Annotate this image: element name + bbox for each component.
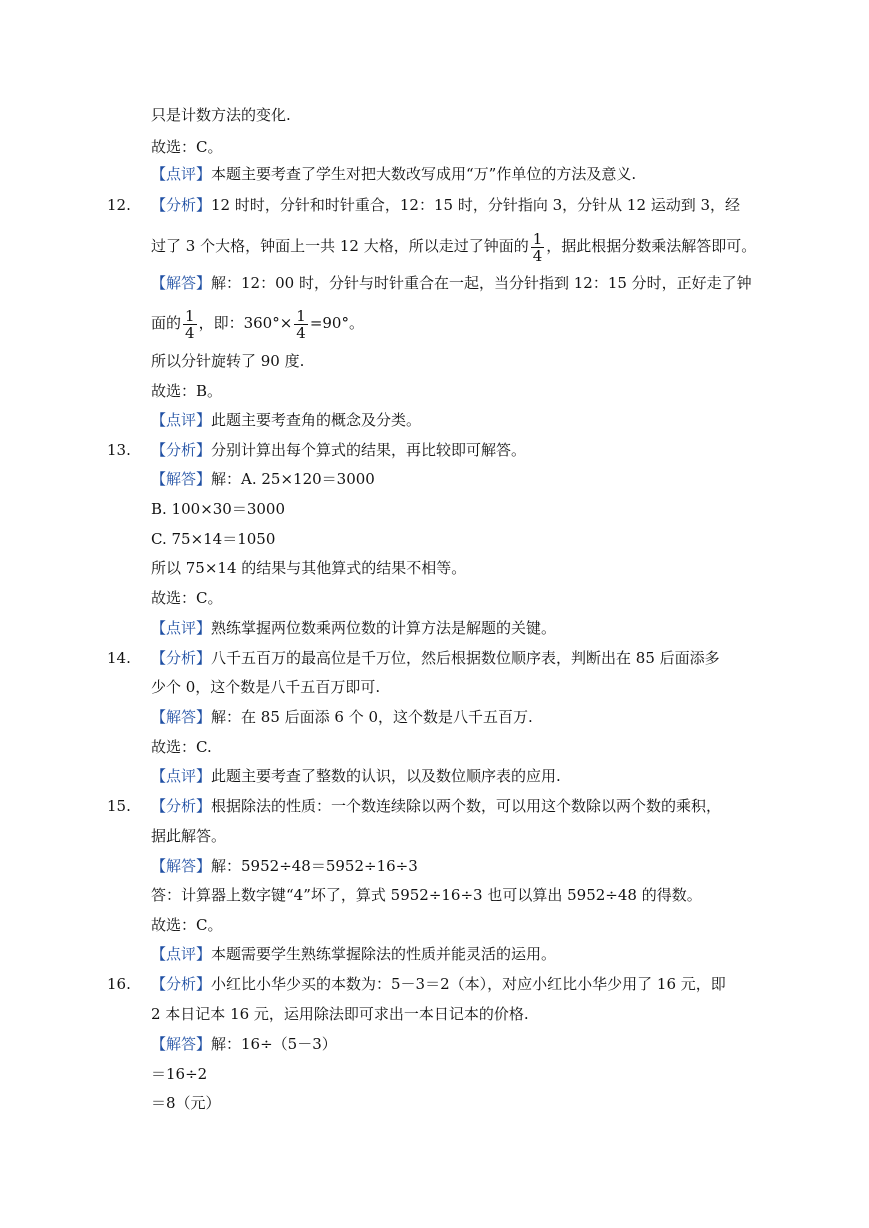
solution-line bbox=[151, 1034, 337, 1054]
solution-tag: 【解答】 bbox=[151, 857, 212, 875]
comment-text: 本题主要考查了学生对把大数改写成用“万”作单位的方法及意义. bbox=[211, 165, 637, 183]
analysis-line bbox=[151, 440, 526, 460]
analysis-tag: 【分析】 bbox=[151, 975, 212, 993]
analysis-tag: 【分析】 bbox=[151, 196, 212, 214]
comment-tag: 【点评】 bbox=[151, 411, 212, 429]
solution-text: 面的 bbox=[151, 314, 182, 332]
comment-tag: 【点评】 bbox=[151, 619, 212, 637]
analysis-tag: 【分析】 bbox=[151, 649, 212, 667]
fraction-numerator: 1 bbox=[532, 229, 543, 248]
analysis-text: 小红比小华少买的本数为：5－3＝2（本），对应小红比小华少用了 16 元，即 bbox=[211, 975, 726, 993]
solution-line: 故选：C。 bbox=[151, 916, 223, 934]
fraction-numerator: 1 bbox=[185, 306, 195, 325]
analysis-text: 根据除法的性质：一个数连续除以两个数，可以用这个数除以两个数的乘积， bbox=[211, 797, 722, 815]
comment-line bbox=[151, 766, 561, 786]
solution-text: 解：在 85 后面添 6 个 0，这个数是八千五百万. bbox=[211, 708, 533, 726]
question-number: 12. bbox=[107, 196, 131, 214]
solution-line bbox=[151, 273, 752, 293]
fraction-denominator: 4 bbox=[296, 323, 306, 342]
solution-line: 故选：B。 bbox=[151, 382, 223, 400]
comment-text: 本题需要学生熟练掌握除法的性质并能灵活的运用。 bbox=[211, 945, 557, 963]
solution-line bbox=[151, 707, 533, 727]
text-line: 故选：C。 bbox=[151, 138, 223, 156]
analysis-line: 少个 0，这个数是八千五百万即可. bbox=[151, 678, 381, 696]
analysis-text: 过了 3 个大格，钟面上一共 12 大格，所以走过了钟面的 bbox=[151, 237, 529, 255]
analysis-line bbox=[151, 228, 756, 264]
question-number: 14. bbox=[107, 649, 131, 667]
solution-text: =90°。 bbox=[309, 314, 364, 332]
comment-text: 熟练掌握两位数乘两位数的计算方法是解题的关键。 bbox=[211, 619, 557, 637]
comment-tag: 【点评】 bbox=[151, 945, 212, 963]
comment-text: 此题主要考查了整数的认识，以及数位顺序表的应用. bbox=[211, 767, 561, 785]
fraction-denominator: 4 bbox=[185, 323, 195, 342]
solution-line: ＝8（元） bbox=[151, 1094, 221, 1112]
analysis-line bbox=[151, 648, 720, 668]
analysis-text: ，据此根据分数乘法解答即可。 bbox=[546, 237, 757, 255]
analysis-tag: 【分析】 bbox=[151, 797, 212, 815]
solution-text: 解：12：00 时，分针与时针重合在一起，当分针指到 12：15 分时，正好走了钟 bbox=[211, 274, 752, 292]
solution-line: 故选：C. bbox=[151, 738, 212, 756]
solution-text: 解：16÷（5－3） bbox=[211, 1035, 337, 1053]
solution-text: 解：5952÷48＝5952÷16÷3 bbox=[211, 857, 418, 875]
fraction-numerator: 1 bbox=[296, 306, 306, 325]
solution-tag: 【解答】 bbox=[151, 274, 212, 292]
fraction bbox=[183, 308, 197, 341]
comment-line bbox=[151, 618, 556, 638]
comment-tag: 【点评】 bbox=[151, 165, 212, 183]
solution-line bbox=[151, 305, 364, 341]
fraction bbox=[294, 308, 308, 341]
solution-line: 答：计算器上数字键“4”坏了，算式 5952÷16÷3 也可以算出 5952÷48 的得数。 bbox=[151, 886, 702, 904]
solution-tag: 【解答】 bbox=[151, 470, 212, 488]
question-number: 15. bbox=[107, 797, 131, 815]
solution-line: B. 100×30＝3000 bbox=[151, 500, 286, 518]
solution-line bbox=[151, 469, 375, 489]
solution-line bbox=[151, 856, 418, 876]
fraction-denominator: 4 bbox=[532, 246, 543, 265]
solution-line: C. 75×14＝1050 bbox=[151, 530, 276, 548]
solution-line: 所以分针旋转了 90 度. bbox=[151, 352, 305, 370]
comment-tag: 【点评】 bbox=[151, 767, 212, 785]
fraction bbox=[531, 231, 545, 264]
analysis-line bbox=[151, 796, 721, 816]
text-line: 只是计数方法的变化. bbox=[151, 106, 291, 124]
comment-line bbox=[151, 410, 421, 430]
analysis-text: 八千五百万的最高位是千万位，然后根据数位顺序表，判断出在 85 后面添多 bbox=[211, 649, 720, 667]
solution-text: ，即：360°× bbox=[198, 314, 293, 332]
analysis-line: 据此解答。 bbox=[151, 827, 227, 845]
analysis-text: 分别计算出每个算式的结果，再比较即可解答。 bbox=[211, 441, 527, 459]
analysis-line bbox=[151, 974, 726, 994]
question-number: 13. bbox=[107, 441, 131, 459]
solution-tag: 【解答】 bbox=[151, 1035, 212, 1053]
solution-line: 故选：C。 bbox=[151, 589, 223, 607]
comment-text: 此题主要考查角的概念及分类。 bbox=[211, 411, 422, 429]
analysis-text: 12 时时，分针和时针重合，12：15 时，分针指向 3，分针从 12 运动到 3，经 bbox=[211, 196, 741, 214]
text-line bbox=[151, 164, 636, 184]
analysis-line: 2 本日记本 16 元，运用除法即可求出一本日记本的价格. bbox=[151, 1005, 529, 1023]
solution-text: 解：A. 25×120＝3000 bbox=[211, 470, 375, 488]
solution-tag: 【解答】 bbox=[151, 708, 212, 726]
analysis-line bbox=[151, 195, 740, 215]
solution-line: 所以 75×14 的结果与其他算式的结果不相等。 bbox=[151, 559, 467, 577]
analysis-tag: 【分析】 bbox=[151, 441, 212, 459]
solution-line: ＝16÷2 bbox=[151, 1065, 208, 1083]
comment-line bbox=[151, 944, 556, 964]
question-number: 16. bbox=[107, 975, 131, 993]
